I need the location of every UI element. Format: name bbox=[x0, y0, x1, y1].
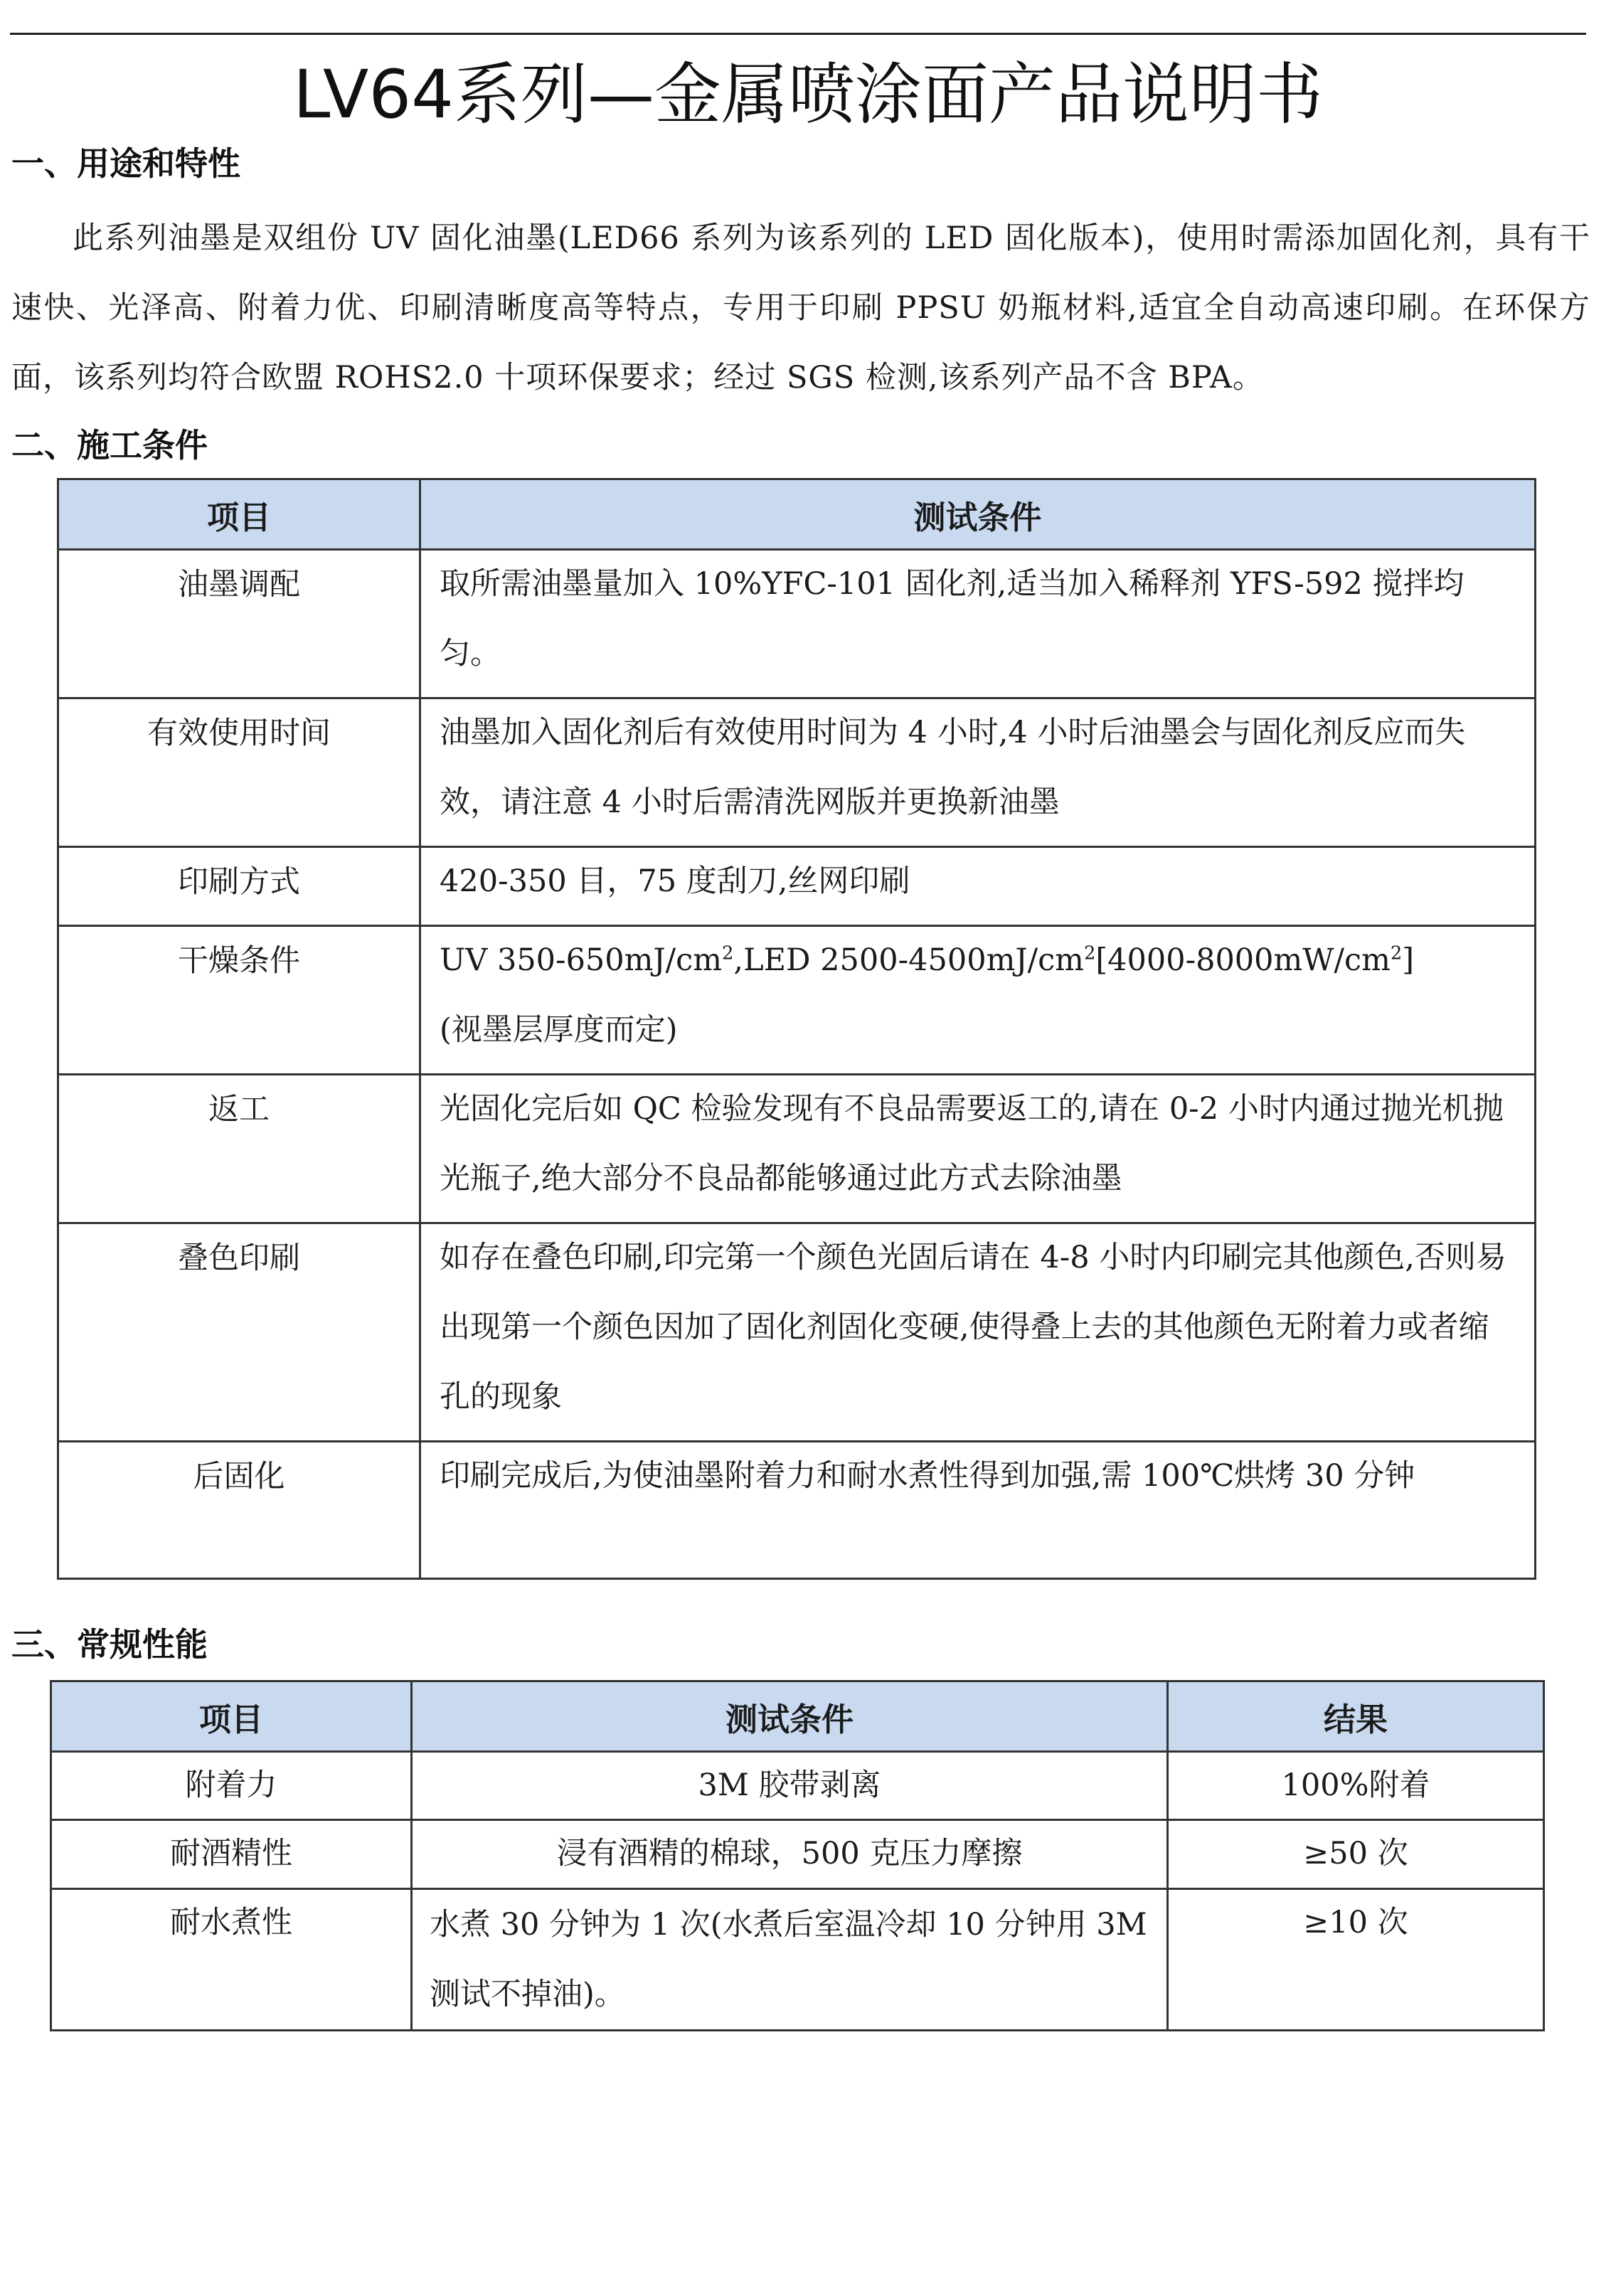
row-condition-text: 油墨加入固化剂后有效使用时间为 4 小时,4 小时后油墨会与固化剂反应而失效，请注意 4 小时后需清洗网版并更换新油墨 bbox=[440, 715, 1466, 820]
superscript-2: 2 bbox=[722, 942, 734, 964]
header-result: 结果 bbox=[1168, 1681, 1544, 1752]
row-item-text: 返工 bbox=[208, 1092, 270, 1127]
row-item-text: 印刷方式 bbox=[178, 864, 300, 900]
table-header-row bbox=[51, 1681, 1544, 1752]
drying-uv-range: UV 350-650mJ/cm bbox=[440, 942, 722, 978]
row-item bbox=[58, 698, 420, 847]
row-condition bbox=[420, 698, 1536, 847]
table-row bbox=[58, 550, 1536, 698]
construction-conditions-table bbox=[57, 478, 1536, 1580]
row-condition bbox=[420, 550, 1536, 698]
row-condition bbox=[420, 926, 1536, 1075]
row-item-text: 后固化 bbox=[193, 1459, 285, 1494]
top-rule bbox=[10, 33, 1586, 35]
row-condition-text: 印刷完成后,为使油墨附着力和耐水煮性得到加强,需 100℃烘烤 30 分钟 bbox=[440, 1458, 1415, 1494]
row-item: 耐水煮性 bbox=[51, 1889, 412, 2031]
drying-condition-text bbox=[440, 925, 1517, 1065]
row-item bbox=[58, 847, 420, 926]
row-condition: 浸有酒精的棉球，500 克压力摩擦 bbox=[412, 1820, 1168, 1889]
table-row bbox=[58, 1442, 1536, 1579]
row-condition-text: 420-350 目，75 度刮刀,丝网印刷 bbox=[440, 863, 910, 899]
row-item bbox=[58, 926, 420, 1075]
drying-note: (视墨层厚度而定) bbox=[440, 1012, 678, 1048]
table-row bbox=[58, 926, 1536, 1075]
row-item-text: 有效使用时间 bbox=[147, 716, 331, 751]
section-heading-usage: 一、用途和特性 bbox=[11, 144, 240, 183]
section-heading-conditions: 二、施工条件 bbox=[11, 426, 208, 464]
superscript-2: 2 bbox=[1083, 942, 1096, 964]
row-condition bbox=[420, 1442, 1536, 1579]
row-item bbox=[58, 1442, 420, 1579]
table-row bbox=[58, 847, 1536, 926]
row-condition bbox=[412, 1889, 1168, 2031]
table-row bbox=[51, 1752, 1544, 1820]
row-item-text: 油墨调配 bbox=[178, 567, 300, 602]
row-condition bbox=[420, 1075, 1536, 1223]
row-item-text: 叠色印刷 bbox=[178, 1240, 300, 1276]
section-heading-performance: 三、常规性能 bbox=[11, 1625, 208, 1664]
row-result: 100%附着 bbox=[1168, 1752, 1544, 1820]
table-row bbox=[51, 1889, 1544, 2031]
table-row bbox=[58, 1223, 1536, 1442]
header-item: 项目 bbox=[51, 1681, 412, 1752]
row-condition-text: 取所需油墨量加入 10%YFC-101 固化剂,适当加入稀释剂 YFS-592 搅拌均匀。 bbox=[440, 566, 1464, 671]
intro-paragraph: 此系列油墨是双组份 UV 固化油墨(LED66 系列为该系列的 LED 固化版本)，使用时需添加固化剂，具有干速快、光泽高、附着力优、印刷清晰度高等特点，专用于印刷 PPSU 奶瓶材料,适宜全自动高速印刷。在环保方面，该系列均符合欧盟 ROHS2.0 十项环保要求；经过 SGS 检测,该系列产品不含 BPA。 bbox=[11, 220, 1590, 395]
header-condition: 测试条件 bbox=[412, 1681, 1168, 1752]
table-row bbox=[51, 1820, 1544, 1889]
row-condition-text: 光固化完后如 QC 检验发现有不良品需要返工的,请在 0-2 小时内通过抛光机抛光瓶子,绝大部分不良品都能够通过此方式去除油墨 bbox=[440, 1091, 1504, 1196]
row-condition: 3M 胶带剥离 bbox=[412, 1752, 1168, 1820]
performance-table bbox=[50, 1680, 1545, 2031]
table-row bbox=[58, 698, 1536, 847]
row-condition-text: 如存在叠色印刷,印完第一个颜色光固后请在 4-8 小时内印刷完其他颜色,否则易出现第一个颜色因加了固化剂固化变硬,使得叠上去的其他颜色无附着力或者缩孔的现象 bbox=[440, 1240, 1506, 1415]
row-result: ≥10 次 bbox=[1168, 1889, 1544, 2031]
header-condition: 测试条件 bbox=[420, 479, 1536, 550]
table-row bbox=[58, 1075, 1536, 1223]
page-title: LV64系列—金属喷涂面产品说明书 bbox=[293, 56, 1323, 134]
table-header-row bbox=[58, 479, 1536, 550]
superscript-2: 2 bbox=[1390, 942, 1403, 964]
row-item bbox=[58, 1075, 420, 1223]
drying-power-range: [4000-8000mW/cm bbox=[1095, 942, 1391, 978]
row-item bbox=[58, 550, 420, 698]
row-result: ≥50 次 bbox=[1168, 1820, 1544, 1889]
row-item: 附着力 bbox=[51, 1752, 412, 1820]
row-item-text: 干燥条件 bbox=[178, 943, 300, 979]
row-condition-text: 水煮 30 分钟为 1 次(水煮后室温冷却 10 分钟用 3M 测试不掉油)。 bbox=[430, 1907, 1147, 2012]
row-item: 耐酒精性 bbox=[51, 1820, 412, 1889]
header-item: 项目 bbox=[58, 479, 420, 550]
row-condition bbox=[420, 1223, 1536, 1442]
row-item bbox=[58, 1223, 420, 1442]
drying-bracket: ] bbox=[1402, 942, 1415, 978]
drying-led-range: ,LED 2500-4500mJ/cm bbox=[733, 942, 1084, 978]
row-condition bbox=[420, 847, 1536, 926]
